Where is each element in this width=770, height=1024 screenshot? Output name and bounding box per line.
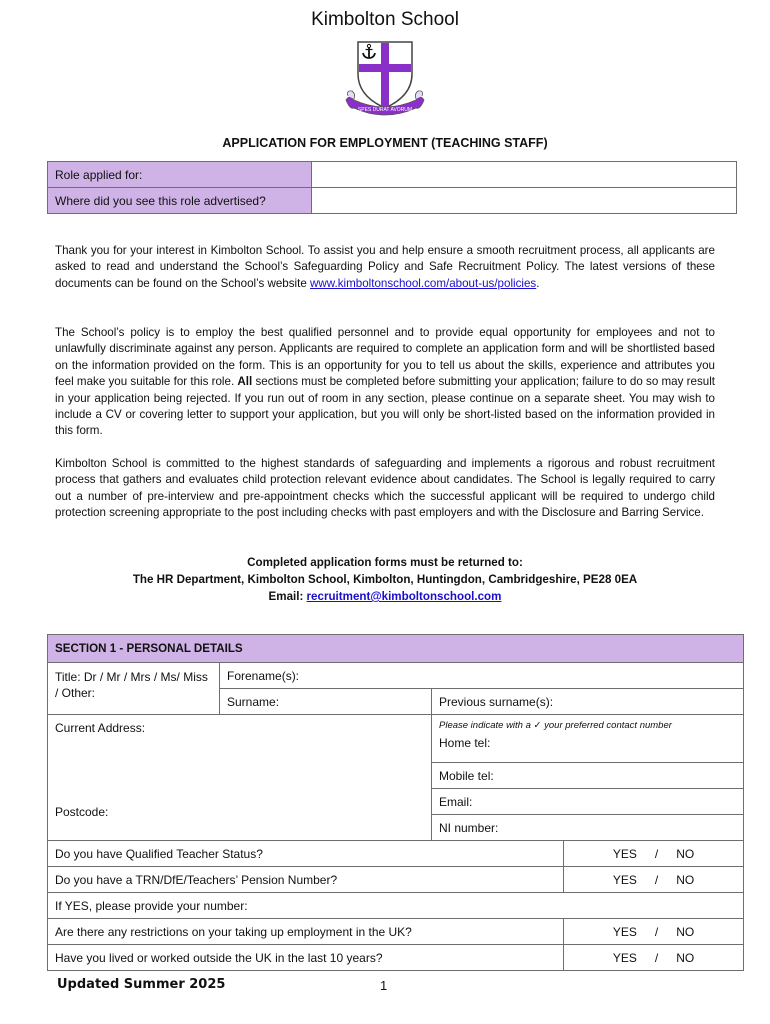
question-row: [48, 919, 744, 945]
intro-p1-text: Thank you for your interest in Kimbolton School. To assist you and help ensure a smooth recruitment process, all applicants are asked to read and understand the School’s Safeguarding Policy and Safe Recruitment Policy. The latest versions of these documents can be found on the School’s website: [55, 244, 715, 290]
outside-uk-yes-no[interactable]: [564, 945, 744, 971]
ni-number-field[interactable]: NI number:: [432, 815, 744, 841]
home-tel-row: [48, 715, 744, 763]
return-line-1: Completed application forms must be returned to:: [247, 556, 523, 569]
crest-cross-horizontal: [359, 64, 411, 72]
section-1-title: SECTION 1 - PERSONAL DETAILS: [48, 635, 744, 663]
role-table: [47, 161, 737, 214]
home-tel-label: Home tel:: [439, 736, 491, 750]
return-address: The HR Department, Kimbolton School, Kimbolton, Huntingdon, Cambridgeshire, PE28 0EA: [132, 573, 638, 586]
intro-paragraph-1: [55, 243, 715, 292]
qts-yes-no[interactable]: [564, 841, 744, 867]
return-email-label: Email:: [268, 590, 307, 603]
outside-uk-question: Have you lived or worked outside the UK in the last 10 years?: [48, 945, 564, 971]
qts-question: Do you have Qualified Teacher Status?: [48, 841, 564, 867]
question-row: [48, 841, 744, 867]
policies-link[interactable]: www.kimboltonschool.com/about-us/policies: [310, 276, 537, 290]
role-applied-row: [48, 162, 737, 188]
role-advertised-input[interactable]: [312, 188, 737, 214]
updated-date: Updated Summer 2025: [57, 977, 226, 992]
yes-option[interactable]: YES: [612, 872, 637, 887]
title-field[interactable]: Title: Dr / Mr / Mrs / Ms/ Miss / Other:: [48, 663, 220, 715]
restrictions-question: Are there any restrictions on your taking up employment in the UK?: [48, 919, 564, 945]
previous-surname-field[interactable]: Previous surname(s):: [432, 689, 744, 715]
section-1-header-row: [48, 635, 744, 663]
intro-p1-end: .: [536, 276, 540, 290]
trn-number-field[interactable]: If YES, please provide your number:: [48, 893, 744, 919]
question-row: [48, 893, 744, 919]
separator: /: [654, 950, 659, 965]
yes-option[interactable]: YES: [612, 846, 637, 861]
question-row: [48, 945, 744, 971]
trn-yes-no[interactable]: [564, 867, 744, 893]
separator: /: [654, 846, 659, 861]
no-option[interactable]: NO: [676, 924, 695, 939]
trn-question: Do you have a TRN/DfE/Teachers’ Pension Number?: [48, 867, 564, 893]
section-1-personal-details: [47, 634, 744, 971]
mobile-tel-field[interactable]: Mobile tel:: [432, 763, 744, 789]
email-field[interactable]: Email:: [432, 789, 744, 815]
page-number: 1: [380, 978, 388, 993]
address-label: Current Address:: [55, 721, 146, 735]
intro-paragraph-3: Kimbolton School is committed to the highest standards of safeguarding and implements a rigorous and robust recruitment process that gathers and evaluates child protection relevant evidence about candidates. The School is legally required to carry out a number of pre-interview and pre-appointment checks which the successful applicant will be required to undergo child protection screening appropriate to the post including checks with past employers and with the Disclosure and Barring Service.: [55, 457, 715, 520]
intro-p2-text-b: sections must be completed before submitting your application; failure to do so may result in your application being rejected. If you run out of room in any section, please continue on a separate sheet. You may wish to include a CV or covering letter to support your application, but you will only be short-listed based on the information provided in this form.: [55, 375, 715, 438]
contact-preference-note: Please indicate with a ✓ your preferred contact number: [439, 720, 672, 731]
forename-field[interactable]: Forename(s):: [220, 663, 744, 689]
form-title: APPLICATION FOR EMPLOYMENT (TEACHING STAFF): [222, 136, 548, 150]
restrictions-yes-no[interactable]: [564, 919, 744, 945]
no-option[interactable]: NO: [676, 950, 695, 965]
crest-motto: SPES DURAT AVORUM: [357, 107, 413, 113]
recruitment-email-link[interactable]: recruitment@kimboltonschool.com: [306, 590, 502, 603]
surname-field[interactable]: Surname:: [220, 689, 432, 715]
home-tel-field[interactable]: [432, 715, 744, 763]
intro-paragraph-2: [55, 325, 715, 440]
no-option[interactable]: NO: [676, 846, 695, 861]
school-crest-logo: [340, 38, 430, 118]
intro-p2-bold: All: [237, 375, 253, 389]
postcode-label: Postcode:: [55, 805, 109, 819]
role-applied-input[interactable]: [312, 162, 737, 188]
role-advertised-row: [48, 188, 737, 214]
return-email-line: [0, 588, 770, 605]
school-name: Kimbolton School: [311, 9, 459, 30]
question-row: [48, 867, 744, 893]
return-instructions: [0, 554, 770, 605]
separator: /: [654, 872, 659, 887]
forename-row: [48, 663, 744, 689]
role-advertised-label: Where did you see this role advertised?: [48, 188, 312, 214]
yes-option[interactable]: YES: [612, 950, 637, 965]
address-field[interactable]: [48, 715, 432, 841]
yes-option[interactable]: YES: [612, 924, 637, 939]
no-option[interactable]: NO: [676, 872, 695, 887]
role-applied-label: Role applied for:: [48, 162, 312, 188]
crest-cross-vertical: [381, 43, 389, 107]
intro-p2-text-a: The School’s policy is to employ the best qualified personnel and to provide equal opportunity for employees and not to unlawfully discriminate against any person. Applicants are required to complete an application form and will be shortlisted based on the information provided on the form. This is an opportunity for you to tell us about the skills, experience and attributes you feel make you suitable for this role.: [55, 326, 715, 389]
separator: /: [654, 924, 659, 939]
